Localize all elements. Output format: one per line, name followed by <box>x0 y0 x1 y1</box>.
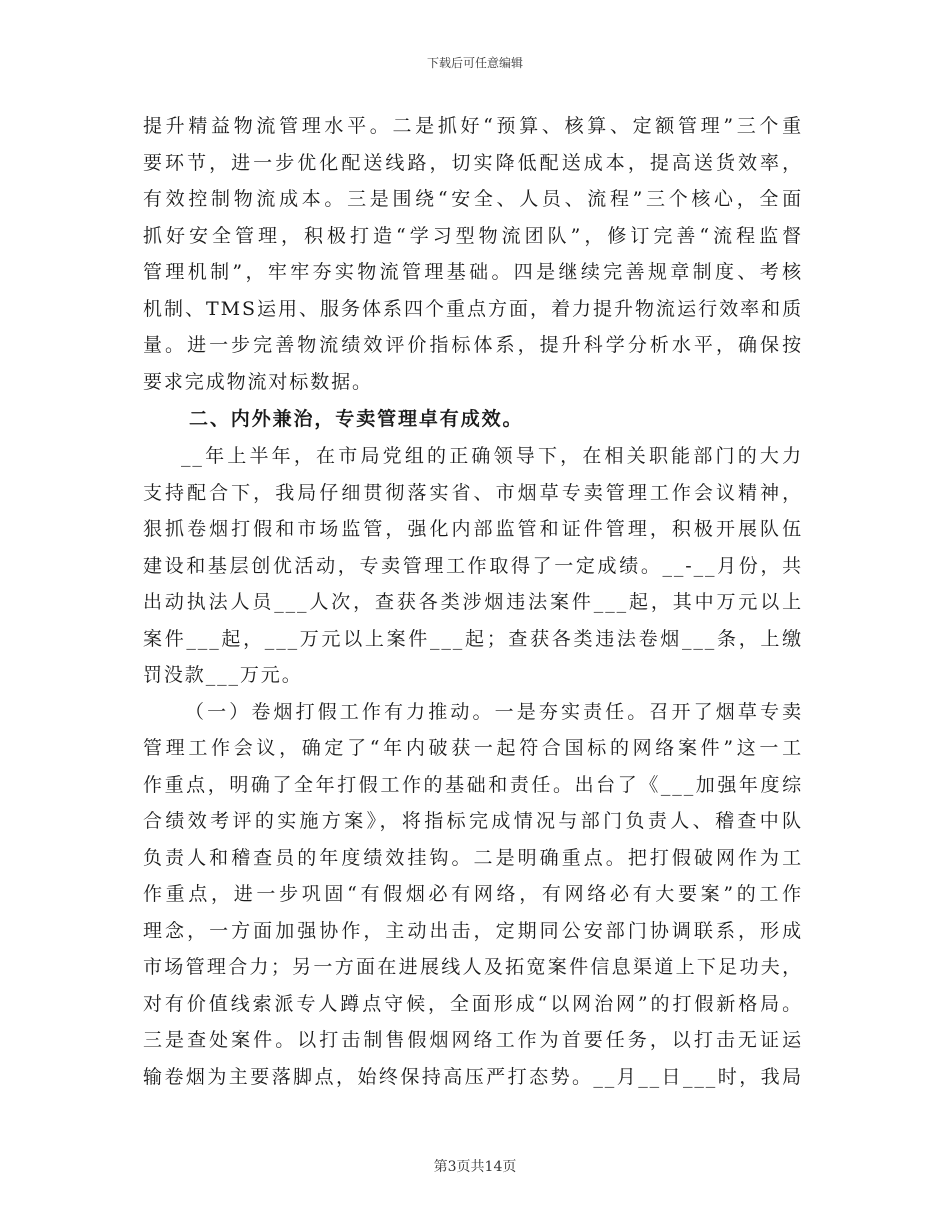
text-line: 提升精益物流管理水平。二是抓好“预算、核算、定额管理”三个重 <box>143 115 803 137</box>
text-line: 作重点，明确了全年打假工作的基础和责任。出台了《___加强年度综 <box>143 773 803 796</box>
text-line: 量。进一步完善物流绩效评价指标体系，提升科学分析水平，确保按 <box>143 334 803 356</box>
text-line: 机制、TMS运用、服务体系四个重点方面，着力提升物流运行效率和质 <box>143 297 803 320</box>
text-line: 输卷烟为主要落脚点，始终保持高压严打态势。__月__日___时，我局 <box>143 1065 803 1088</box>
text-line: 管理工作会议，确定了“年内破获一起符合国标的网络案件”这一工 <box>143 737 803 759</box>
text-line: 罚没款___万元。 <box>143 664 303 686</box>
text-line: 支持配合下，我局仔细贯彻落实省、市烟草专卖管理工作会议精神， <box>143 481 803 504</box>
text-line: 管理机制”，牢牢夯实物流管理基础。四是继续完善规章制度、考核 <box>143 261 803 283</box>
paragraph-logistics <box>143 108 803 400</box>
document-body <box>143 108 803 1095</box>
text-line: 抓好安全管理，积极打造“学习型物流团队”，修订完善“流程监督 <box>143 224 803 247</box>
text-line: 合绩效考评的实施方案》，将指标完成情况与部门负责人、稽查中队 <box>143 810 803 832</box>
text-line: __年上半年，在市局党组的正确领导下，在相关职能部门的大力 <box>181 445 803 467</box>
text-line: （一）卷烟打假工作有力推动。一是夯实责任。召开了烟草专卖 <box>185 700 803 723</box>
text-line: 狠抓卷烟打假和市场监管，强化内部监管和证件管理，积极开展队伍 <box>143 518 803 540</box>
text-line: 有效控制物流成本。三是围绕“安全、人员、流程”三个核心，全面 <box>143 188 803 210</box>
paragraph-anti-counterfeit <box>143 694 803 1096</box>
text-line: 市场管理合力；另一方面在进展线人及拓宽案件信息渠道上下足功夫， <box>143 956 803 978</box>
text-line: 理念，一方面加强协作，主动出击，定期同公安部门协调联系，形成 <box>143 919 803 942</box>
text-line: 要求完成物流对标数据。 <box>143 370 373 393</box>
text-line: 三是查处案件。以打击制售假烟网络工作为首要任务，以打击无证运 <box>143 1029 803 1051</box>
text-line: 出动执法人员___人次，查获各类涉烟违法案件___起，其中万元以上 <box>143 591 803 613</box>
section-heading: 二、内外兼治，专卖管理卓有成效。 <box>189 408 524 430</box>
text-line: 建设和基层创优活动，专卖管理工作取得了一定成绩。__-__月份，共 <box>143 554 803 577</box>
text-line: 负责人和稽查员的年度绩效挂钩。二是明确重点。把打假破网作为工 <box>143 846 803 869</box>
text-line: 作重点，进一步巩固“有假烟必有网络，有网络必有大要案”的工作 <box>143 883 803 905</box>
paragraph-summary <box>143 438 803 694</box>
text-line: 案件___起，___万元以上案件___起；查获各类违法卷烟___条，上缴 <box>143 627 803 650</box>
text-line: 要环节，进一步优化配送线路，切实降低配送成本，提高送货效率， <box>143 151 803 174</box>
text-line: 对有价值线索派专人蹲点守候，全面形成“以网治网”的打假新格局。 <box>143 992 803 1015</box>
page-number-footer: 第3页共14页 <box>433 1159 517 1175</box>
page-header: 下载后可任意编辑 <box>426 56 523 70</box>
